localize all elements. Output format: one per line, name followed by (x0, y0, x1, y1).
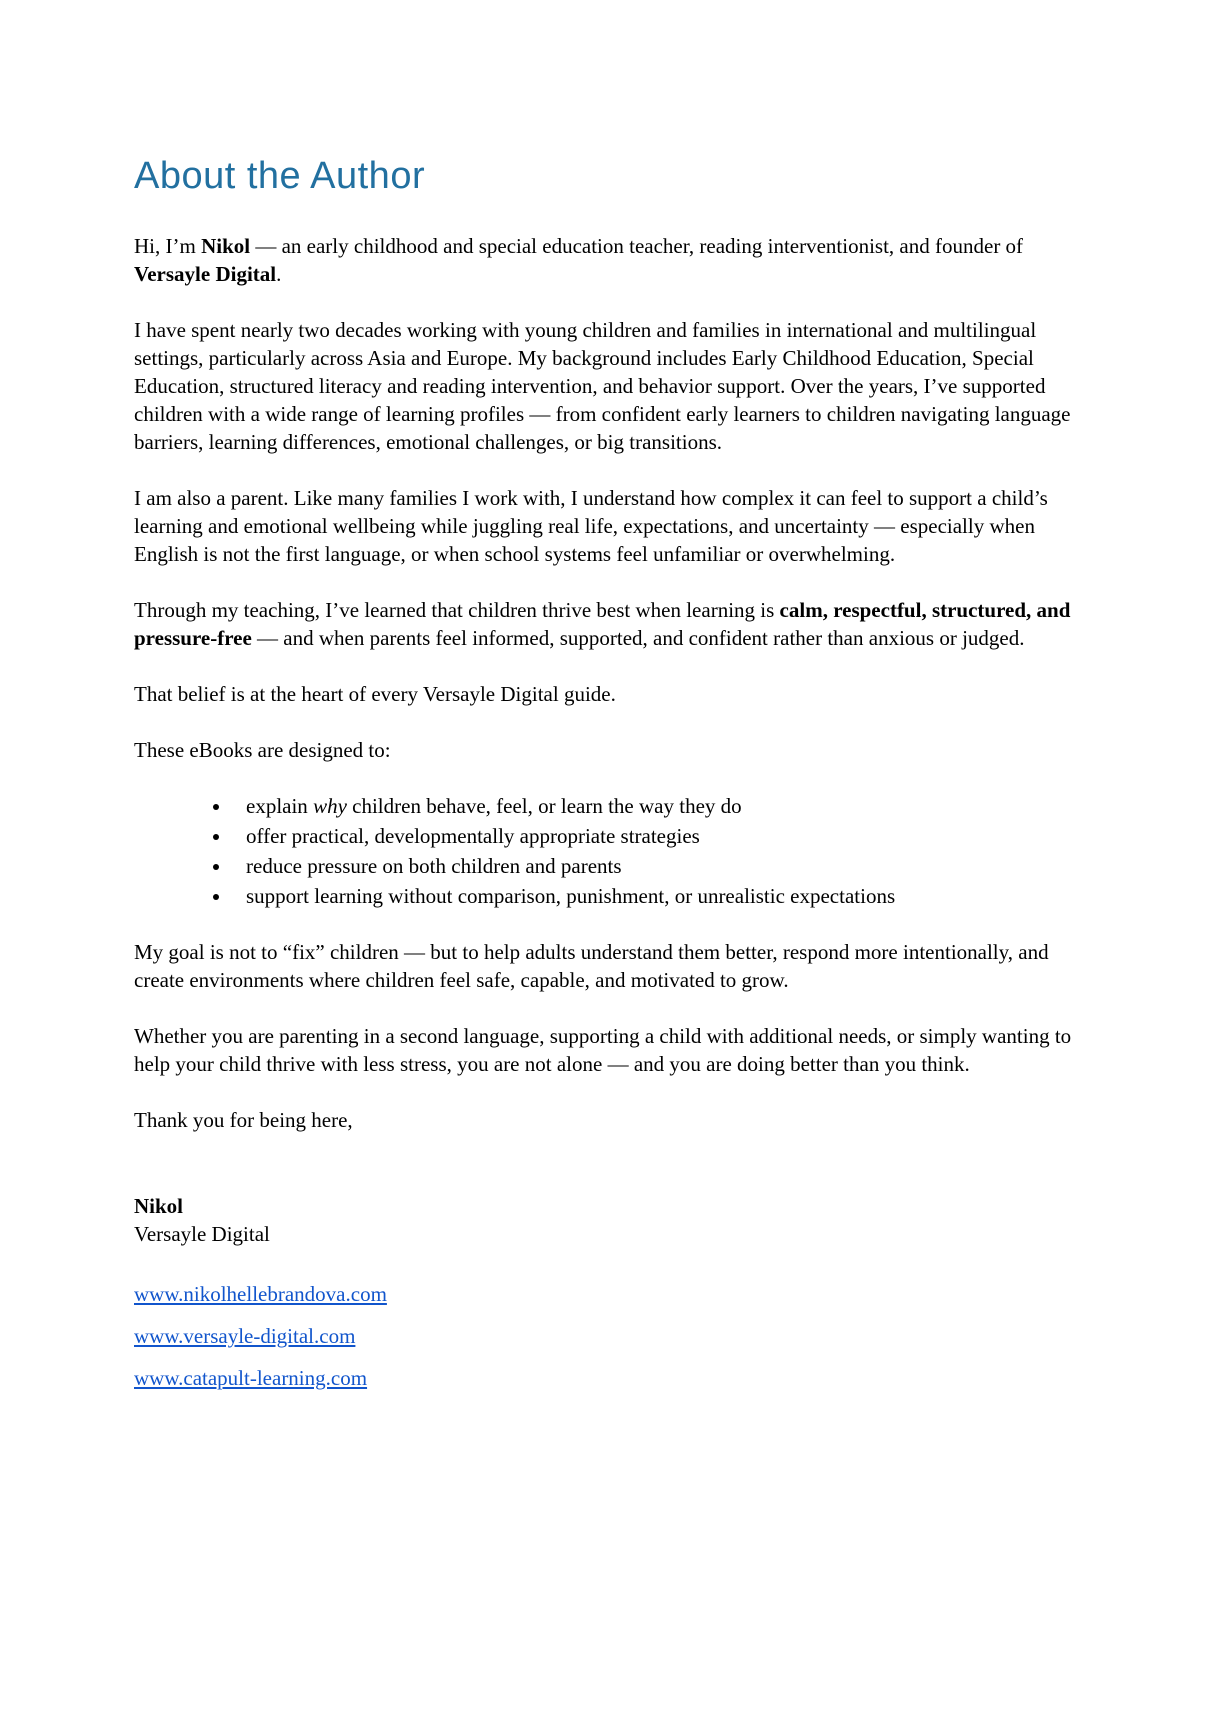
list-item: • reduce pressure on both children and parents (232, 852, 1082, 880)
why-italic: why (313, 794, 347, 818)
list-item: • support learning without comparison, punishment, or unrealistic expectations (232, 882, 1082, 910)
signature-name: Nikol (134, 1194, 184, 1218)
ebooks-intro-paragraph: These eBooks are designed to: (134, 738, 391, 762)
link-versayle-digital[interactable]: www.versayle-digital.com (134, 1324, 356, 1348)
author-name-bold: Nikol (201, 234, 251, 258)
brand-name-bold: Versayle Digital (134, 262, 277, 286)
background-paragraph: I have spent nearly two decades working with young children and families in international and multilingual settings, particularly across Asia and Europe. My background includes Early Childhood Education, Special Education, structured literacy and reading intervention, and behavior support. Over the years, I’ve supported children with a wide range of learning profiles — from confident early learners to children navigating language barriers, learning differences, emotional challenges, or big transitions. (134, 318, 1071, 454)
link-line (134, 1322, 1082, 1350)
goal-paragraph: My goal is not to “fix” children — but to help adults understand them better, respond more intentionally, and create environments where children feel safe, capable, and motivated to grow. (134, 940, 1049, 992)
text-run: — an early childhood and special education teacher, reading interventionist, and founder of (250, 234, 1024, 258)
list-item (232, 792, 1082, 820)
text-run: children behave, feel, or learn the way they do (346, 794, 742, 818)
ebook-goals-list (134, 792, 1082, 910)
text-run: . (276, 262, 282, 286)
text-run: — and when parents feel informed, supported, and confident rather than anxious or judged. (251, 626, 1025, 650)
thanks-paragraph: Thank you for being here, (134, 1108, 353, 1132)
page-title: About the Author (134, 155, 426, 197)
text-run: explain (246, 794, 314, 818)
text-run: Through my teaching, I’ve learned that children thrive best when learning is (134, 598, 780, 622)
link-nikolhellebrandova[interactable]: www.nikolhellebrandova.com (134, 1282, 387, 1306)
signature-org: Versayle Digital (134, 1222, 270, 1246)
philosophy-bold: calm, respectful, structured, and pressure-free (134, 598, 1071, 650)
parent-paragraph: I am also a parent. Like many families I work with, I understand how complex it can feel to support a child’s learning and emotional wellbeing while juggling real life, expectations, and uncertainty — especially when English is not the first language, or when school systems feel unfamiliar or overwhelming. (134, 486, 1048, 566)
list-item: • offer practical, developmentally appropriate strategies (232, 822, 1082, 850)
encouragement-paragraph: Whether you are parenting in a second language, supporting a child with additional needs, or simply wanting to help your child thrive with less stress, you are not alone — and you are doing better than you think. (134, 1024, 1072, 1076)
link-line (134, 1280, 1082, 1308)
text-run: Hi, I’m (134, 234, 202, 258)
link-catapult-learning[interactable]: www.catapult-learning.com (134, 1366, 368, 1390)
belief-paragraph: That belief is at the heart of every Versayle Digital guide. (134, 682, 616, 706)
teaching-paragraph (134, 596, 1082, 652)
link-line (134, 1364, 1082, 1392)
intro-paragraph (134, 232, 1082, 288)
